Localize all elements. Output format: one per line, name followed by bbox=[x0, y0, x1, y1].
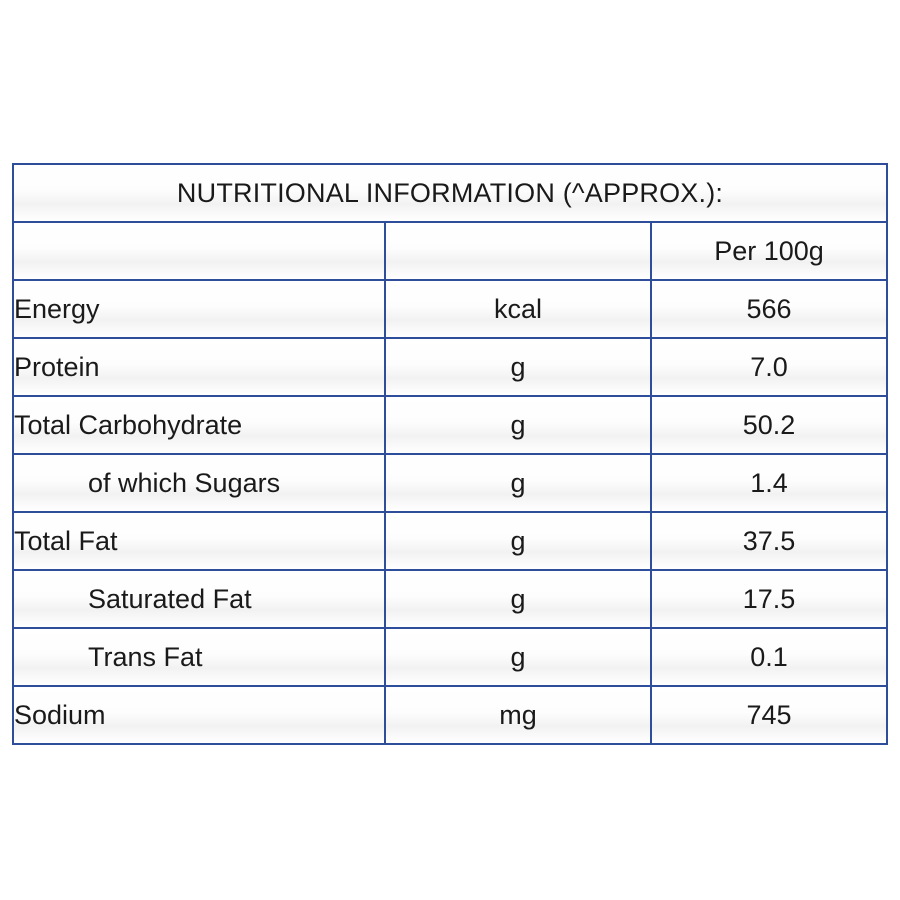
table-header-row bbox=[13, 222, 887, 280]
nutrient-unit: g bbox=[385, 454, 651, 512]
nutrition-table bbox=[12, 163, 888, 745]
table-row bbox=[13, 280, 887, 338]
nutrient-value: 7.0 bbox=[651, 338, 887, 396]
table-row bbox=[13, 628, 887, 686]
nutrient-value: 0.1 bbox=[651, 628, 887, 686]
nutrient-unit: mg bbox=[385, 686, 651, 744]
table-row bbox=[13, 454, 887, 512]
nutrient-unit: g bbox=[385, 628, 651, 686]
nutrient-label: Energy bbox=[13, 280, 385, 338]
nutrient-label: Saturated Fat bbox=[13, 570, 385, 628]
table-row bbox=[13, 570, 887, 628]
nutrient-unit: g bbox=[385, 570, 651, 628]
table-title-row bbox=[13, 164, 887, 222]
nutrient-unit: kcal bbox=[385, 280, 651, 338]
nutrient-value: 17.5 bbox=[651, 570, 887, 628]
nutrient-value: 37.5 bbox=[651, 512, 887, 570]
nutrient-value: 1.4 bbox=[651, 454, 887, 512]
table-row bbox=[13, 512, 887, 570]
page-title: NUTRITIONAL INFORMATION (^APPROX.): bbox=[13, 164, 887, 222]
nutrient-label: Protein bbox=[13, 338, 385, 396]
nutrient-value: 745 bbox=[651, 686, 887, 744]
table-row bbox=[13, 338, 887, 396]
table-row bbox=[13, 686, 887, 744]
nutrient-unit: g bbox=[385, 338, 651, 396]
nutrient-label: Total Carbohydrate bbox=[13, 396, 385, 454]
header-per-100g: Per 100g bbox=[651, 222, 887, 280]
nutrient-value: 566 bbox=[651, 280, 887, 338]
nutrition-table-wrapper bbox=[12, 163, 888, 745]
table-row bbox=[13, 396, 887, 454]
nutrient-label: Total Fat bbox=[13, 512, 385, 570]
nutrient-label: Sodium bbox=[13, 686, 385, 744]
nutrient-value: 50.2 bbox=[651, 396, 887, 454]
nutrient-unit: g bbox=[385, 512, 651, 570]
nutrient-label: of which Sugars bbox=[13, 454, 385, 512]
header-unit-blank bbox=[385, 222, 651, 280]
nutrient-unit: g bbox=[385, 396, 651, 454]
header-label-blank bbox=[13, 222, 385, 280]
nutrient-label: Trans Fat bbox=[13, 628, 385, 686]
